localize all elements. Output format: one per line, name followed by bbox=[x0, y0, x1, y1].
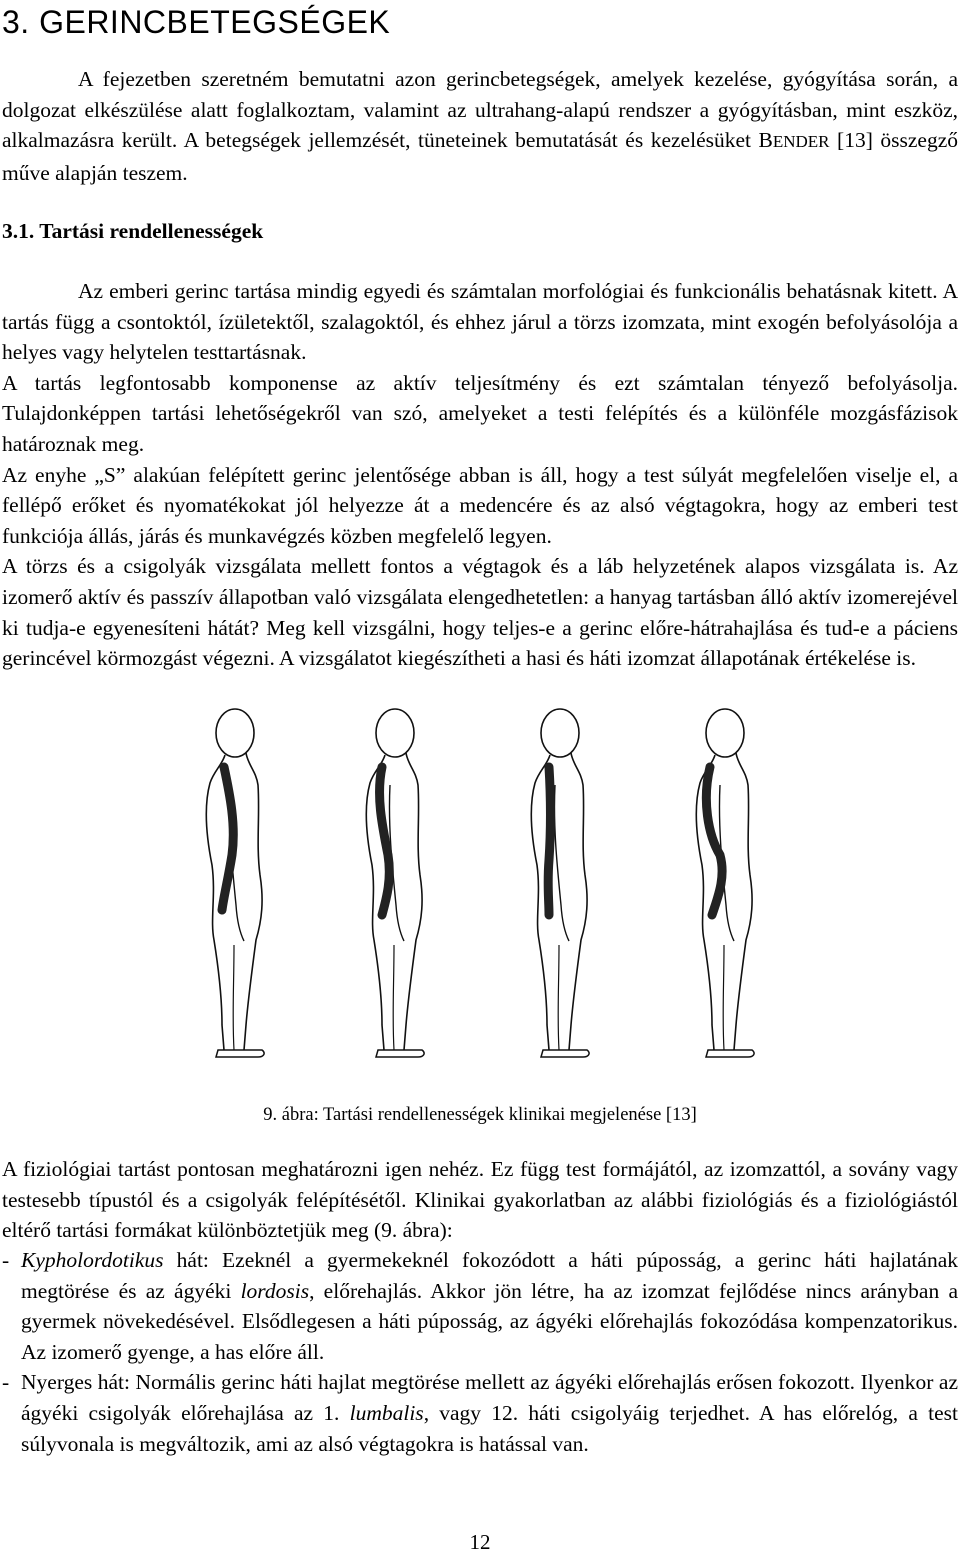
intro-paragraph bbox=[2, 64, 958, 188]
section-title: 3.1. Tartási rendellenességek bbox=[2, 219, 264, 243]
author-name-smallcaps: ENDER bbox=[772, 132, 830, 152]
after-figure-paragraph bbox=[2, 1154, 958, 1246]
chapter-title: 3. GERINCBETEGSÉGEK bbox=[2, 4, 391, 40]
paragraph-2: A tartás legfontosabb komponense az aktív teljesítmény és ezt számtalan tényező befolyásolja. Tulajdonképpen tartási lehetőségekről van szó, amelyeket a testi felépítés és a különféle mozgásfázisok határoznak meg. bbox=[2, 370, 958, 456]
spine-curve-3 bbox=[548, 767, 550, 915]
list-item bbox=[2, 1367, 958, 1459]
posture-list bbox=[2, 1245, 958, 1459]
page-number: 12 bbox=[469, 1530, 491, 1554]
figure-caption: 9. ábra: Tartási rendellenességek klinikai megjelenése [13] bbox=[263, 1105, 697, 1125]
term-kypholordotikus: Kypholordotikus bbox=[21, 1248, 164, 1272]
spine-curve-2 bbox=[380, 767, 390, 915]
list-item-2-text-b: , vagy 12. háti csigolyáig terjedhet. A has előrelóg, a test súlyvonala is megváltozik, ami az alsó végtagokra is hatással van. bbox=[21, 1400, 958, 1456]
list-dash: - bbox=[2, 1248, 10, 1272]
intro-text-2: [13] összegző műve alapján teszem. bbox=[2, 128, 958, 185]
figure-person-1 bbox=[206, 709, 264, 1057]
figure-person-4 bbox=[696, 709, 754, 1057]
list-item-1-text-b: , előrehajlás. Akkor jön létre, ha az izomzat fejlődése nincs arányban a gyermek növekedésével. Elsődlegesen a háti púposság, az ágyéki előrehajlás fokozódása kompenzatorikus. Az izomerő gyenge, a has előre áll. bbox=[21, 1278, 958, 1364]
list-item-1-text-a: hát: Ezeknél a gyermekeknél fokozódott a háti púposság, a gerinc háti hajlatának megtörése és az ágyéki bbox=[21, 1248, 958, 1303]
intro-text-1: A fejezetben szeretném bemutatni azon gerincbetegségek, amelyek kezelése, gyógyítása során, a dolgozat elkészülése alatt foglalkoztam, valamint az ultrahang-alapú rendszer a gyógyításban, mint eszköz, alkalmazásra került. A betegségek jellemzését, tüneteinek bemutatását és kezelésüket B bbox=[2, 67, 958, 153]
posture-figure bbox=[180, 705, 800, 1075]
paragraph-after-figure: A fiziológiai tartást pontosan meghatározni igen nehéz. Ez függ test formájától, az izomzattól, a sovány vagy testesebb típustól és a csigolyák felépítésétől. Klinikai gyakorlatban az alábbi fiziológiás és a fiziológiástól eltérő tartási formákat különböztetjük meg (9. ábra): bbox=[2, 1157, 958, 1243]
figure-person-2 bbox=[366, 709, 424, 1057]
figure-person-3 bbox=[531, 709, 589, 1057]
term-lordosis: lordosis bbox=[240, 1278, 310, 1303]
section-body bbox=[2, 276, 958, 674]
paragraph-4: A törzs és a csigolyák vizsgálata mellett fontos a végtagok és a láb helyzetének alapos vizsgálata is. Az izomerő aktív és passzív állapotban való vizsgálata elengedhetetlen: a hanyag tartásban álló aktív izomerejével ki tudja-e egyenesíteni hátát? Meg kell vizsgálni, hogy teljes-e a gerinc előre-hátrahajlása és tud-e a páciens gerincével körmozgást végezni. A vizsgálatot kiegészítheti a hasi és háti izomzat állapotának értékelése is. bbox=[2, 554, 958, 671]
paragraph-3: Az enyhe „S” alakúan felépített gerinc jelentősége abban is áll, hogy a test súlyát megfelelően viselje el, a fellépő erőket és nyomatékokat jól helyezze át a medencére és az alsó végtagokra, hogy az emberi test funkciója állás, járás és munkavégzés közben megfelelő legyen. bbox=[2, 462, 958, 548]
term-lumbalis: lumbalis bbox=[349, 1400, 424, 1425]
paragraph-1: Az emberi gerinc tartása mindig egyedi és számtalan morfológiai és funkcionális behatásnak kitett. A tartás függ a csontoktól, ízületektől, szalagoktól, és ehhez járul a törzs izomzata, mint exogén befolyásolója a helyes vagy helytelen testtartásnak. bbox=[2, 279, 958, 365]
spine-curve-1 bbox=[222, 767, 233, 910]
list-item bbox=[2, 1245, 958, 1367]
list-dash: - bbox=[2, 1370, 10, 1395]
list-item-2-text-a: Nyerges hát: Normális gerinc háti hajlat megtörése mellett az ágyéki előrehajlás erősen fokozott. Ilyenkor az ágyéki csigolyák előrehajlása az 1. bbox=[21, 1370, 958, 1425]
